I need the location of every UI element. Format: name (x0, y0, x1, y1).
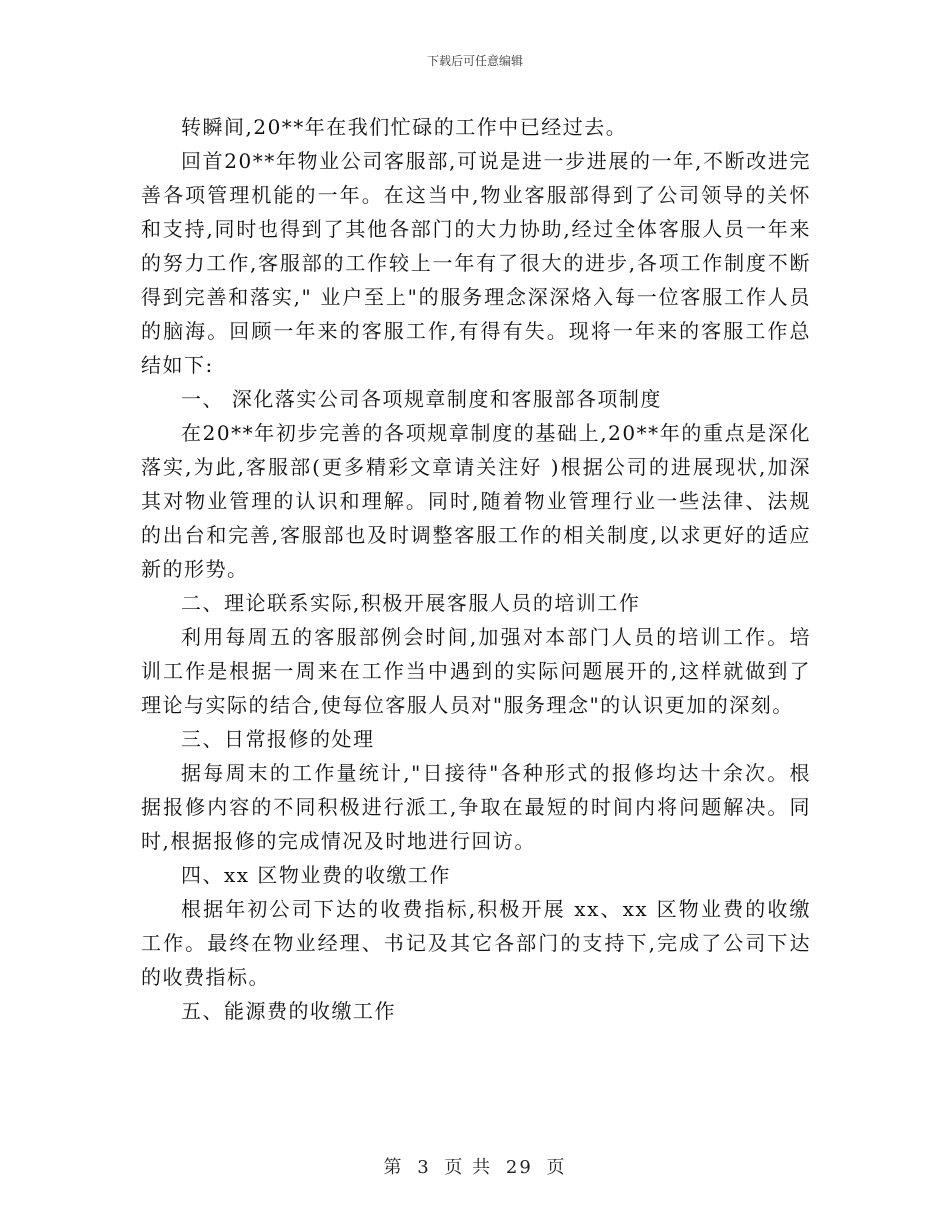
section-heading: 一、 深化落实公司各项规章制度和客服部各项制度 (181, 387, 662, 411)
paragraph: 在20**年初步完善的各项规章制度的基础上,20**年的重点是深化落实,为此,客服部(更多精彩文章请关注好 )根据公司的进展现状,加深其对物业管理的认识和理解。同时,随着物业管理行业一些法律、法规的出台和完善,客服部也及时调整客服工作的相关制度,以求更好的适应新的形势。 (141, 421, 811, 581)
section-heading: 三、日常报修的处理 (181, 727, 375, 751)
footer-total-pages: 29 (505, 1157, 533, 1178)
footer-prefix: 第 (383, 1157, 404, 1178)
page-footer (0, 1153, 950, 1179)
paragraph: 转瞬间,20**年在我们忙碌的工作中已经过去。 (181, 115, 628, 139)
document-body (141, 110, 811, 1028)
paragraph: 据每周末的工作量统计,"日接待"各种形式的报修均达十余次。根据报修内容的不同积极进行派工,争取在最短的时间内将问题解决。同时,根据报修的完成情况及时地进行回访。 (141, 761, 811, 853)
paragraph: 回首20**年物业公司客服部,可说是进一步进展的一年,不断改进完善各项管理机能的一年。在这当中,物业客服部得到了公司领导的关怀和支持,同时也得到了其他各部门的大力协助,经过全体客服人员一年来的努力工作,客服部的工作较上一年有了很大的进步,各项工作制度不断得到完善和落实," 业户至上"的服务理念深深烙入每一位客服工作人员的脑海。回顾一年来的客服工作,有得有失。现将一年来的客服工作总结如下: (141, 149, 811, 377)
paragraph: 利用每周五的客服部例会时间,加强对本部门人员的培训工作。培训工作是根据一周来在工作当中遇到的实际问题展开的,这样就做到了理论与实际的结合,使每位客服人员对"服务理念"的认识更加的深刻。 (141, 625, 811, 717)
section-heading: 四、xx 区物业费的收缴工作 (181, 863, 451, 887)
footer-middle: 页 共 (444, 1157, 493, 1178)
section-heading: 五、能源费的收缴工作 (181, 999, 396, 1023)
page-header-note: 下载后可任意编辑 (426, 54, 523, 68)
section-heading: 二、理论联系实际,积极开展客服人员的培训工作 (181, 591, 641, 615)
footer-suffix: 页 (546, 1157, 567, 1178)
footer-page-number: 3 (417, 1157, 431, 1178)
paragraph: 根据年初公司下达的收费指标,积极开展 xx、xx 区物业费的收缴工作。最终在物业经理、书记及其它各部门的支持下,完成了公司下达的收费指标。 (141, 897, 811, 989)
